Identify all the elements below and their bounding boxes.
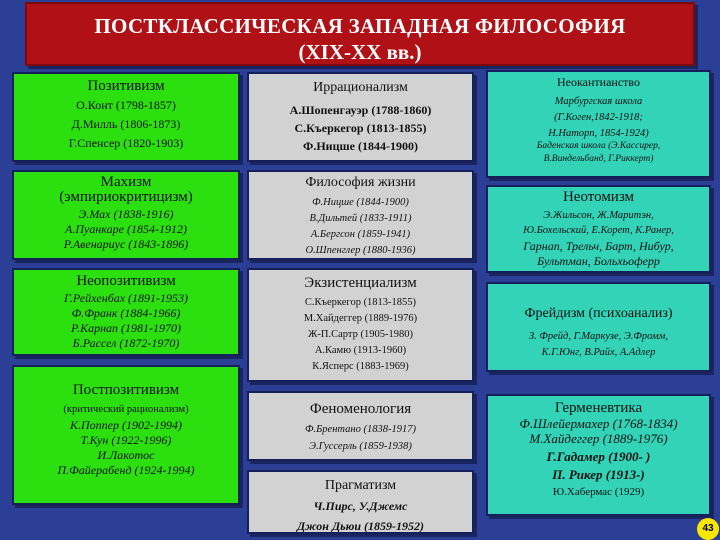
box-positivism — [12, 72, 240, 162]
list-item: З. Фрейд, Г.Маркузе, Э.Фромм, — [528, 331, 669, 342]
box-postpositivism-subheader: (критический рационализм) — [63, 404, 189, 415]
box-freudism-header: Фрейдизм (психоанализ) — [524, 306, 673, 321]
list-item: Ю.Хабермас (1929) — [552, 486, 645, 498]
list-item: Ф.Ницше (1844-1900) — [312, 197, 409, 208]
list-item: М.Хайдеггер (1889-1976) — [303, 313, 418, 324]
box-neopositivism — [12, 268, 240, 356]
box-neothomism — [486, 185, 711, 273]
box-machism-header: Махизм — [100, 174, 152, 190]
box-postpositivism — [12, 365, 240, 505]
list-item: Ч.Пирс, У.Джемс — [313, 499, 408, 513]
box-phenomenology — [247, 391, 474, 461]
list-item: И.Лакотос — [97, 448, 155, 462]
list-item: Н.Наторп, 1854-1924) — [548, 128, 649, 139]
list-item: В.Дильтей (1833-1911) — [309, 213, 412, 224]
box-hermeneutics — [486, 394, 711, 516]
list-item: Баденская школа (Э.Кассирер, — [536, 141, 661, 151]
page-number-badge: 43 — [697, 518, 719, 540]
box-pragmatism-header: Прагматизм — [324, 478, 397, 493]
list-item: Ф.Франк (1884-1966) — [71, 306, 181, 320]
box-hermeneutics-header: Герменевтика — [554, 400, 643, 416]
list-item: Р.Карнап (1981-1970) — [70, 321, 182, 335]
box-machism-subheader: (эмпириокритицизм) — [59, 189, 193, 205]
list-item: М.Хайдеггер (1889-1976) — [529, 431, 668, 446]
list-item: Гарнап, Трельч, Барт, Нибур, — [523, 239, 674, 253]
list-item: Ф.Ницше (1844-1900) — [303, 139, 418, 153]
list-item: А.Камю (1913-1960) — [314, 345, 407, 356]
list-item: Г.Спенсер (1820-1903) — [68, 136, 184, 150]
box-existentialism — [247, 268, 474, 382]
box-life-philosophy — [247, 170, 474, 260]
title-banner — [25, 2, 695, 66]
list-item: Марбургская школа — [554, 96, 643, 107]
list-item: Э.Жильсон, Ж.Маритэн, — [543, 210, 654, 221]
box-irrationalism — [247, 72, 474, 162]
list-item: Джон Дьюи (1859-1952) — [296, 519, 425, 533]
list-item: Г.Рейхенбах (1891-1953) — [63, 291, 189, 305]
page-title: ПОСТКЛАССИЧЕСКАЯ ЗАПАДНАЯ ФИЛОСОФИЯ — [94, 14, 626, 38]
list-item: Ф.Брентано (1838-1917) — [305, 424, 416, 435]
box-existentialism-header: Экзистенциализм — [304, 275, 417, 291]
box-phenomenology-header: Феноменология — [309, 401, 412, 417]
box-postpositivism-header: Постпозитивизм — [72, 382, 180, 398]
list-item: (Г.Коген,1842-1918; — [554, 112, 643, 123]
list-item: Ю.Бохельский, Е.Корет, К.Ранер, — [523, 225, 674, 236]
list-item: Т.Кун (1922-1996) — [80, 433, 172, 447]
list-item: В.Виндельбанд, Г.Риккерт) — [543, 154, 654, 164]
page-subtitle: (XIX-XX вв.) — [298, 40, 422, 64]
box-pragmatism — [247, 470, 474, 534]
list-item: Б.Рассел (1872-1970) — [72, 336, 180, 350]
box-neopositivism-header: Неопозитивизм — [76, 273, 176, 289]
box-life-philosophy-header: Философия жизни — [305, 175, 416, 190]
list-item: С.Къеркегор (1813-1855) — [294, 121, 427, 135]
box-irrationalism-header: Иррационализм — [313, 80, 408, 95]
list-item: Ф.Шлейермахер (1768-1834) — [519, 416, 678, 431]
list-item: С.Къеркегор (1813-1855) — [304, 297, 417, 308]
list-item: К.Ясперс (1883-1969) — [312, 361, 409, 372]
box-positivism-header: Позитивизм — [87, 78, 165, 94]
list-item: К.Поппер (1902-1994) — [70, 418, 182, 432]
list-item: П.Файерабенд (1924-1994) — [57, 463, 195, 477]
list-item: Бультман, Больхьоферр — [537, 254, 660, 268]
list-item: А.Бергсон (1859-1941) — [310, 229, 411, 240]
list-item: О.Конт (1798-1857) — [76, 98, 176, 112]
list-item: Э.Мах (1838-1916) — [78, 207, 174, 221]
list-item: Г.Гадамер (1900- ) — [546, 449, 651, 464]
box-neokantianism — [486, 70, 711, 178]
list-item: А.Шопенгауэр (1788-1860) — [289, 103, 432, 117]
box-machism — [12, 170, 240, 260]
box-neothomism-header: Неотомизм — [562, 189, 635, 205]
list-item: К.Г.Юнг, В.Райх, А.Адлер — [541, 347, 656, 358]
list-item: Ж-П.Сартр (1905-1980) — [308, 329, 413, 340]
list-item: А.Пуанкаре (1854-1912) — [65, 222, 187, 236]
list-item: Э.Гуссерль (1859-1938) — [309, 441, 412, 452]
list-item: О.Шпенглер (1880-1936) — [305, 245, 416, 256]
list-item: П. Рикер (1913-) — [552, 467, 645, 482]
list-item: Р.Авенариус (1843-1896) — [63, 237, 189, 251]
box-freudism — [486, 282, 711, 372]
list-item: Д.Милль (1806-1873) — [71, 117, 181, 131]
box-neokantianism-header: Неокантианство — [557, 75, 640, 89]
